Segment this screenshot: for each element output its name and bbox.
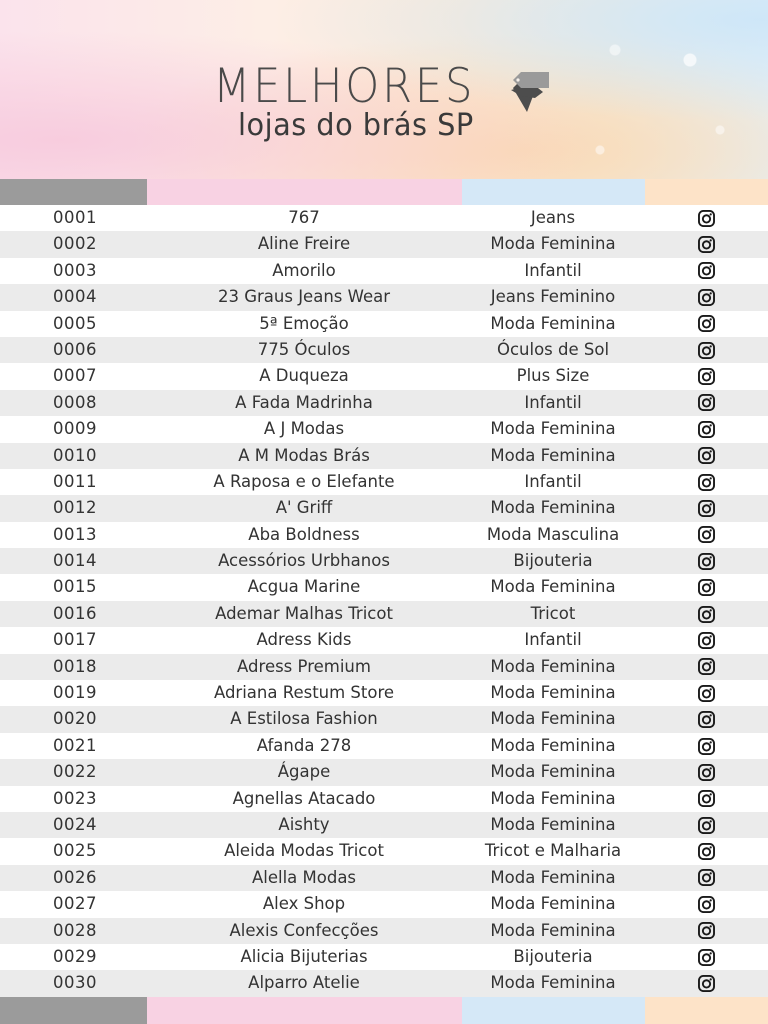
store-name: Ademar Malhas Tricot [215, 603, 393, 623]
store-category: Moda Feminina [490, 894, 616, 914]
instagram-link[interactable] [694, 838, 718, 864]
band-segment-peach [645, 179, 768, 205]
instagram-link[interactable] [694, 812, 718, 838]
store-name: A Raposa e o Elefante [213, 471, 395, 491]
store-name: Alexis Confecções [229, 920, 379, 940]
store-category: Moda Feminina [490, 973, 616, 993]
store-code: 0026 [53, 867, 97, 887]
store-category: Moda Feminina [490, 498, 616, 518]
instagram-icon [697, 525, 716, 544]
band-segment-pink [147, 179, 462, 205]
instagram-icon [697, 235, 716, 254]
instagram-link[interactable] [694, 363, 718, 389]
table-row [0, 812, 768, 838]
store-category: Moda Feminina [490, 683, 616, 703]
table-row [0, 548, 768, 574]
store-category: Bijouteria [513, 551, 593, 571]
logo [213, 59, 558, 148]
store-code: 0012 [53, 498, 97, 518]
store-name: Alella Modas [251, 867, 357, 887]
store-category: Plus Size [516, 366, 590, 386]
store-category: Moda Feminina [490, 762, 616, 782]
store-name: Acessórios Urbhanos [218, 551, 390, 571]
instagram-link[interactable] [694, 759, 718, 785]
store-name: 775 Óculos [257, 339, 351, 359]
store-category: Infantil [524, 471, 582, 491]
table-row [0, 495, 768, 521]
instagram-link[interactable] [694, 469, 718, 495]
instagram-link[interactable] [694, 970, 718, 996]
store-name: Alparro Atelie [248, 973, 360, 993]
instagram-icon [697, 948, 716, 967]
store-name: A Fada Madrinha [235, 392, 373, 412]
store-code: 0004 [53, 287, 97, 307]
store-code: 0005 [53, 313, 97, 333]
instagram-link[interactable] [694, 865, 718, 891]
store-code: 0022 [53, 762, 97, 782]
instagram-icon [697, 605, 716, 624]
store-name: Alicia Bijuterias [240, 946, 368, 966]
store-code: 0002 [53, 234, 97, 254]
table-row [0, 311, 768, 337]
store-name: Amorilo [272, 260, 336, 280]
instagram-icon [697, 631, 716, 650]
instagram-icon [697, 552, 716, 571]
store-code: 0008 [53, 392, 97, 412]
store-code: 0030 [53, 973, 97, 993]
instagram-link[interactable] [694, 390, 718, 416]
store-code: 0016 [53, 603, 97, 623]
store-table [0, 205, 768, 997]
store-name: Aline Freire [257, 234, 351, 254]
instagram-icon [697, 209, 716, 228]
instagram-icon [697, 341, 716, 360]
table-row [0, 469, 768, 495]
store-code: 0003 [53, 260, 97, 280]
store-code: 0013 [53, 524, 97, 544]
instagram-link[interactable] [694, 443, 718, 469]
instagram-link[interactable] [694, 891, 718, 917]
store-category: Moda Feminina [490, 814, 616, 834]
store-name: Adress Kids [256, 630, 352, 650]
store-name: A Duqueza [259, 366, 349, 386]
table-row [0, 759, 768, 785]
store-name: Adriana Restum Store [213, 683, 395, 703]
store-code: 0015 [53, 577, 97, 597]
price-tags-icon [505, 68, 553, 116]
store-category: Moda Feminina [490, 577, 616, 597]
table-row [0, 390, 768, 416]
store-code: 0025 [53, 841, 97, 861]
table-row [0, 786, 768, 812]
store-name: Ágape [277, 762, 331, 782]
table-row [0, 944, 768, 970]
instagram-link[interactable] [694, 574, 718, 600]
store-name: Afanda 278 [256, 735, 352, 755]
instagram-icon [697, 737, 716, 756]
table-row [0, 733, 768, 759]
store-code: 0028 [53, 920, 97, 940]
instagram-icon [697, 393, 716, 412]
logo-subtitle: lojas do brás SP [238, 108, 474, 143]
table-row [0, 205, 768, 231]
band-segment-gray [0, 179, 147, 205]
band-segment-gray [0, 997, 147, 1024]
instagram-link[interactable] [694, 918, 718, 944]
store-name: Aishty [278, 814, 330, 834]
instagram-icon [697, 789, 716, 808]
store-name: Adress Premium [237, 656, 371, 676]
table-row [0, 891, 768, 917]
table-row [0, 363, 768, 389]
instagram-icon [697, 420, 716, 439]
store-category: Moda Feminina [490, 867, 616, 887]
instagram-icon [697, 261, 716, 280]
instagram-icon [697, 578, 716, 597]
instagram-icon [697, 446, 716, 465]
table-row [0, 918, 768, 944]
store-code: 0006 [53, 339, 97, 359]
store-category: Bijouteria [513, 946, 593, 966]
header-color-band [0, 179, 768, 205]
instagram-icon [697, 684, 716, 703]
table-row [0, 258, 768, 284]
store-code: 0027 [53, 894, 97, 914]
instagram-icon [697, 473, 716, 492]
store-category: Infantil [524, 392, 582, 412]
instagram-icon [697, 895, 716, 914]
table-row [0, 706, 768, 732]
instagram-link[interactable] [694, 311, 718, 337]
instagram-icon [697, 288, 716, 307]
instagram-icon [697, 499, 716, 518]
table-row [0, 337, 768, 363]
store-category: Moda Feminina [490, 788, 616, 808]
table-row [0, 522, 768, 548]
table-row [0, 284, 768, 310]
store-name: Alex Shop [262, 894, 346, 914]
instagram-icon [697, 816, 716, 835]
store-name: 23 Graus Jeans Wear [217, 287, 391, 307]
instagram-link[interactable] [694, 495, 718, 521]
store-category: Óculos de Sol [496, 339, 610, 359]
store-name: Aba Boldness [248, 524, 360, 544]
header-banner [0, 0, 768, 179]
instagram-link[interactable] [694, 548, 718, 574]
band-segment-pink [147, 997, 462, 1024]
store-category: Infantil [524, 260, 582, 280]
store-code: 0021 [53, 735, 97, 755]
instagram-link[interactable] [694, 786, 718, 812]
instagram-link[interactable] [694, 733, 718, 759]
store-category: Moda Feminina [490, 419, 616, 439]
instagram-icon [697, 763, 716, 782]
store-name: A J Modas [263, 419, 345, 439]
store-name: A Estilosa Fashion [230, 709, 378, 729]
store-category: Jeans [530, 208, 576, 227]
store-code: 0007 [53, 366, 97, 386]
table-row [0, 231, 768, 257]
instagram-link[interactable] [694, 680, 718, 706]
store-code: 0023 [53, 788, 97, 808]
instagram-icon [697, 868, 716, 887]
instagram-link[interactable] [694, 627, 718, 653]
table-row [0, 601, 768, 627]
store-category: Moda Feminina [490, 234, 616, 254]
store-category: Moda Masculina [486, 524, 620, 544]
store-category: Moda Feminina [490, 709, 616, 729]
instagram-icon [697, 314, 716, 333]
instagram-link[interactable] [694, 284, 718, 310]
store-name: Aleida Modas Tricot [224, 841, 384, 861]
store-code: 0029 [53, 946, 97, 966]
store-code: 0009 [53, 419, 97, 439]
instagram-icon [697, 921, 716, 940]
store-name: Agnellas Atacado [232, 788, 376, 808]
table-row [0, 680, 768, 706]
instagram-link[interactable] [694, 601, 718, 627]
band-segment-blue [462, 997, 645, 1024]
instagram-link[interactable] [694, 654, 718, 680]
instagram-icon [697, 367, 716, 386]
store-name: Acgua Marine [247, 577, 361, 597]
table-row [0, 838, 768, 864]
store-category: Moda Feminina [490, 920, 616, 940]
instagram-link[interactable] [694, 416, 718, 442]
store-category: Moda Feminina [490, 735, 616, 755]
instagram-link[interactable] [694, 337, 718, 363]
table-row [0, 654, 768, 680]
instagram-icon [697, 974, 716, 993]
store-code: 0024 [53, 814, 97, 834]
store-category: Moda Feminina [490, 656, 616, 676]
store-code: 0019 [53, 683, 97, 703]
store-name: 5ª Emoção [259, 313, 349, 333]
band-segment-blue [462, 179, 645, 205]
table-row [0, 865, 768, 891]
table-row [0, 627, 768, 653]
instagram-icon [697, 710, 716, 729]
band-segment-peach [645, 997, 768, 1024]
footer-color-band [0, 997, 768, 1024]
instagram-icon [697, 842, 716, 861]
instagram-icon [697, 657, 716, 676]
store-code: 0020 [53, 709, 97, 729]
instagram-link[interactable] [694, 706, 718, 732]
store-code: 0010 [53, 445, 97, 465]
store-code: 0001 [53, 208, 97, 227]
store-name: 767 [288, 208, 320, 227]
table-row [0, 970, 768, 996]
instagram-link[interactable] [694, 231, 718, 257]
store-category: Tricot [530, 603, 576, 623]
store-category: Jeans Feminino [490, 287, 616, 307]
store-code: 0014 [53, 551, 97, 571]
table-row [0, 443, 768, 469]
instagram-link[interactable] [694, 522, 718, 548]
logo-title: MELHORES [213, 59, 476, 114]
store-code: 0011 [53, 471, 97, 491]
store-name: A' Griff [275, 498, 333, 518]
store-category: Infantil [524, 630, 582, 650]
instagram-link[interactable] [694, 258, 718, 284]
store-code: 0018 [53, 656, 97, 676]
instagram-link[interactable] [694, 205, 718, 231]
store-name: A M Modas Brás [238, 445, 370, 465]
store-code: 0017 [53, 630, 97, 650]
store-category: Moda Feminina [490, 445, 616, 465]
instagram-link[interactable] [694, 944, 718, 970]
table-row [0, 574, 768, 600]
table-row [0, 416, 768, 442]
store-category: Moda Feminina [490, 313, 616, 333]
store-category: Tricot e Malharia [484, 841, 622, 861]
